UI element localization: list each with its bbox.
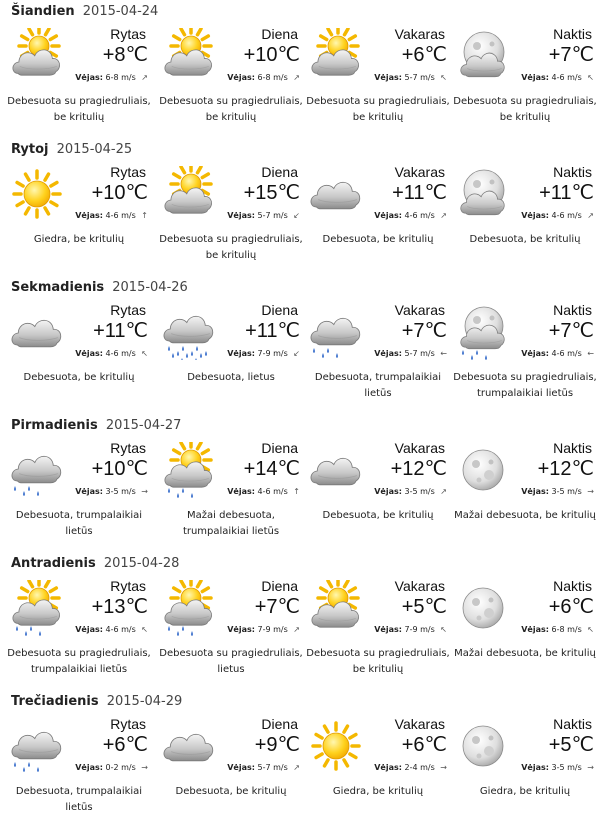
day-name: Antradienis [11,556,96,571]
wind-speed: 3-5 m/s [551,763,582,772]
wind-info [227,211,300,220]
sun-icon [308,718,364,774]
temperature: +11℃ [392,182,447,204]
temperature: +15℃ [243,182,300,204]
wind-info [75,487,148,496]
wind-info [521,211,594,220]
temperature: +14℃ [243,458,300,480]
temperature: +6℃ [548,596,594,618]
period-name: Rytas [110,716,146,732]
wind-speed: 5-7 m/s [404,349,435,358]
wind-info [75,349,148,358]
wind-label: Vėjas: [374,625,402,634]
wind-direction-icon: ↖ [141,349,148,358]
wind-info [227,625,300,634]
cloud-icon [308,442,364,498]
temperature: +10℃ [243,44,300,66]
day-header [11,276,188,296]
period-card [450,714,600,826]
period-name: Rytas [110,26,146,42]
period-card [303,300,453,412]
day-name: Rytoj [11,142,49,157]
period-name: Vakaras [394,164,445,180]
period-name: Vakaras [394,26,445,42]
temperature: +6℃ [401,734,447,756]
wind-direction-icon: ↗ [440,211,447,220]
day-date: 2015-04-26 [112,280,188,295]
wind-speed: 4-6 m/s [105,211,136,220]
weather-description: Mažai debesuota, trumpalaikiai lietūs [182,510,280,537]
weather-description: Mažai debesuota, be kritulių [454,648,596,659]
wind-label: Vėjas: [75,763,103,772]
wind-speed: 3-5 m/s [105,487,136,496]
wind-speed: 3-5 m/s [551,487,582,496]
wind-label: Vėjas: [227,625,255,634]
showers-cloud-icon [9,442,65,498]
wind-direction-icon: ← [440,349,447,358]
moon-icon [455,442,511,498]
wind-info [521,763,594,772]
temperature: +7℃ [401,320,447,342]
temperature: +11℃ [539,182,594,204]
wind-direction-icon: ↑ [293,487,300,496]
wind-label: Vėjas: [227,211,255,220]
temperature: +10℃ [91,458,148,480]
wind-direction-icon: ← [587,349,594,358]
period-card [450,24,600,136]
day-section [0,276,608,414]
wind-info [374,625,447,634]
wind-direction-icon: ↗ [293,73,300,82]
day-name: Sekmadienis [11,280,105,295]
day-name: Pirmadienis [11,418,98,433]
day-header [11,0,158,20]
period-card [303,162,453,274]
wind-info [374,487,447,496]
showers-cloud-icon [308,304,364,360]
temperature: +6℃ [401,44,447,66]
wind-speed: 4-6 m/s [551,349,582,358]
sun-showers-icon [161,442,217,498]
period-card [450,162,600,274]
wind-direction-icon: → [440,763,447,772]
day-header [11,138,132,158]
wind-direction-icon: ↖ [440,73,447,82]
wind-label: Vėjas: [521,487,549,496]
wind-speed: 0-2 m/s [105,763,136,772]
wind-speed: 5-7 m/s [257,211,288,220]
moon-showers-icon [455,304,511,360]
temperature: +10℃ [91,182,148,204]
period-name: Naktis [553,440,592,456]
weather-description: Debesuota su pragiedruliais, trumpalaikiai lietūs [7,648,151,675]
period-card [156,300,306,412]
weather-description: Debesuota, lietus [187,372,275,383]
weather-description: Debesuota su pragiedruliais, be kritulių [306,96,450,123]
wind-direction-icon: ↗ [440,487,447,496]
period-name: Diena [261,440,298,456]
wind-speed: 4-6 m/s [105,349,136,358]
period-card [156,576,306,688]
period-name: Naktis [553,302,592,318]
period-card [303,576,453,688]
temperature: +12℃ [537,458,594,480]
wind-speed: 6-8 m/s [105,73,136,82]
wind-info [227,763,300,772]
temperature: +13℃ [91,596,148,618]
wind-speed: 7-9 m/s [404,625,435,634]
wind-direction-icon: ↙ [293,211,300,220]
wind-direction-icon: ↑ [141,211,148,220]
partly-cloudy-icon [9,28,65,84]
weather-description: Debesuota su pragiedruliais, be kritulių [159,96,303,123]
temperature: +7℃ [548,44,594,66]
wind-label: Vėjas: [521,625,549,634]
wind-label: Vėjas: [374,349,402,358]
wind-label: Vėjas: [227,349,255,358]
temperature: +9℃ [254,734,300,756]
wind-info [227,73,300,82]
wind-direction-icon: ↖ [440,625,447,634]
wind-speed: 4-6 m/s [105,625,136,634]
temperature: +6℃ [102,734,148,756]
wind-direction-icon: ↖ [587,73,594,82]
wind-label: Vėjas: [521,349,549,358]
wind-label: Vėjas: [75,625,103,634]
showers-cloud-icon [9,718,65,774]
weather-description: Debesuota su pragiedruliais, be kritulių [306,648,450,675]
wind-direction-icon: ↙ [293,349,300,358]
weather-description: Giedra, be kritulių [33,234,125,245]
period-card [4,24,154,136]
temperature: +11℃ [245,320,300,342]
moon-cloud-icon [455,166,511,222]
wind-label: Vėjas: [374,211,402,220]
period-name: Rytas [110,164,146,180]
day-date: 2015-04-25 [56,142,133,157]
period-name: Vakaras [394,302,445,318]
wind-label: Vėjas: [75,211,103,220]
wind-direction-icon: → [587,763,594,772]
wind-label: Vėjas: [374,763,402,772]
weather-description: Debesuota su pragiedruliais, be kritulių [7,96,151,123]
partly-cloudy-icon [161,28,217,84]
sun-showers-icon [9,580,65,636]
wind-label: Vėjas: [374,73,402,82]
partly-cloudy-icon [308,580,364,636]
period-name: Diena [261,578,298,594]
temperature: +12℃ [390,458,447,480]
weather-description: Debesuota, trumpalaikiai lietūs [15,510,143,537]
wind-speed: 4-6 m/s [551,211,582,220]
temperature: +8℃ [102,44,148,66]
day-header [11,690,182,710]
weather-description: Debesuota su pragiedruliais, be kritulių [453,96,597,123]
period-name: Diena [261,302,298,318]
day-header [11,414,181,434]
period-card [4,300,154,412]
day-name: Šiandien [11,4,75,19]
period-card [4,576,154,688]
wind-speed: 6-8 m/s [551,625,582,634]
wind-info [521,73,594,82]
wind-label: Vėjas: [521,211,549,220]
day-date: 2015-04-28 [103,556,180,571]
wind-label: Vėjas: [521,763,549,772]
weather-description: Debesuota, trumpalaikiai lietūs [15,786,143,813]
period-card [156,714,306,826]
wind-info [227,487,300,496]
wind-speed: 7-9 m/s [257,625,288,634]
period-name: Naktis [553,716,592,732]
period-card [4,714,154,826]
period-card [156,162,306,274]
period-name: Naktis [553,164,592,180]
wind-label: Vėjas: [521,73,549,82]
wind-info [521,349,594,358]
period-card [450,576,600,688]
wind-label: Vėjas: [75,349,103,358]
wind-speed: 2-4 m/s [404,763,435,772]
wind-speed: 5-7 m/s [257,763,288,772]
day-header [11,552,179,572]
weather-description: Debesuota, be kritulių [175,786,287,797]
wind-direction-icon: → [141,487,148,496]
period-name: Rytas [110,302,146,318]
wind-speed: 7-9 m/s [257,349,288,358]
wind-direction-icon: ↖ [587,625,594,634]
weather-description: Debesuota su pragiedruliais, trumpalaikiai lietūs [453,372,597,399]
wind-direction-icon: → [587,487,594,496]
wind-info [521,625,594,634]
weather-description: Giedra, be kritulių [479,786,571,797]
wind-label: Vėjas: [227,487,255,496]
day-section [0,414,608,552]
wind-info [227,349,300,358]
moon-icon [455,580,511,636]
wind-speed: 6-8 m/s [257,73,288,82]
cloud-icon [161,718,217,774]
period-name: Vakaras [394,716,445,732]
period-name: Rytas [110,440,146,456]
period-card [450,438,600,550]
day-section [0,690,608,828]
moon-icon [455,718,511,774]
wind-info [521,487,594,496]
day-date: 2015-04-29 [106,694,183,709]
period-card [303,24,453,136]
temperature: +11℃ [93,320,148,342]
day-date: 2015-04-24 [82,4,159,19]
weather-description: Debesuota, be kritulių [322,510,434,521]
cloud-icon [9,304,65,360]
rain-cloud-icon [161,304,217,360]
wind-info [374,73,447,82]
temperature: +5℃ [401,596,447,618]
period-name: Vakaras [394,578,445,594]
wind-label: Vėjas: [75,487,103,496]
weather-description: Giedra, be kritulių [332,786,424,797]
wind-direction-icon: ↗ [293,763,300,772]
period-name: Vakaras [394,440,445,456]
wind-speed: 4-6 m/s [257,487,288,496]
temperature: +7℃ [254,596,300,618]
wind-direction-icon: ↗ [141,73,148,82]
weather-description: Debesuota su pragiedruliais, lietus [159,648,303,675]
wind-info [75,73,148,82]
period-name: Rytas [110,578,146,594]
wind-info [75,211,148,220]
period-card [450,300,600,412]
weather-description: Debesuota, be kritulių [23,372,135,383]
weather-description: Mažai debesuota, be kritulių [454,510,596,521]
wind-speed: 5-7 m/s [404,73,435,82]
wind-info [374,211,447,220]
wind-direction-icon: ↖ [141,625,148,634]
wind-speed: 3-5 m/s [404,487,435,496]
period-card [303,714,453,826]
weather-description: Debesuota, be kritulių [322,234,434,245]
day-date: 2015-04-27 [105,418,182,433]
temperature: +7℃ [548,320,594,342]
period-name: Naktis [553,578,592,594]
period-card [4,438,154,550]
wind-info [75,625,148,634]
weather-description: Debesuota su pragiedruliais, be kritulių [159,234,303,261]
partly-cloudy-icon [161,166,217,222]
wind-direction-icon: ↗ [293,625,300,634]
wind-direction-icon: → [141,763,148,772]
wind-info [374,763,447,772]
period-card [156,438,306,550]
cloud-icon [308,166,364,222]
wind-speed: 4-6 m/s [551,73,582,82]
partly-cloudy-icon [308,28,364,84]
period-card [303,438,453,550]
day-name: Trečiadienis [11,694,99,709]
moon-cloud-icon [455,28,511,84]
sun-showers-icon [161,580,217,636]
period-name: Naktis [553,26,592,42]
day-section [0,552,608,690]
period-name: Diena [261,26,298,42]
wind-label: Vėjas: [374,487,402,496]
period-name: Diena [261,164,298,180]
wind-info [75,763,148,772]
wind-direction-icon: ↗ [587,211,594,220]
wind-label: Vėjas: [227,763,255,772]
sun-icon [9,166,65,222]
temperature: +5℃ [548,734,594,756]
weather-description: Debesuota, trumpalaikiai lietūs [314,372,442,399]
period-card [156,24,306,136]
weather-description: Debesuota, be kritulių [469,234,581,245]
day-section [0,0,608,138]
period-name: Diena [261,716,298,732]
day-section [0,138,608,276]
wind-speed: 4-6 m/s [404,211,435,220]
wind-label: Vėjas: [227,73,255,82]
period-card [4,162,154,274]
wind-info [374,349,447,358]
wind-label: Vėjas: [75,73,103,82]
